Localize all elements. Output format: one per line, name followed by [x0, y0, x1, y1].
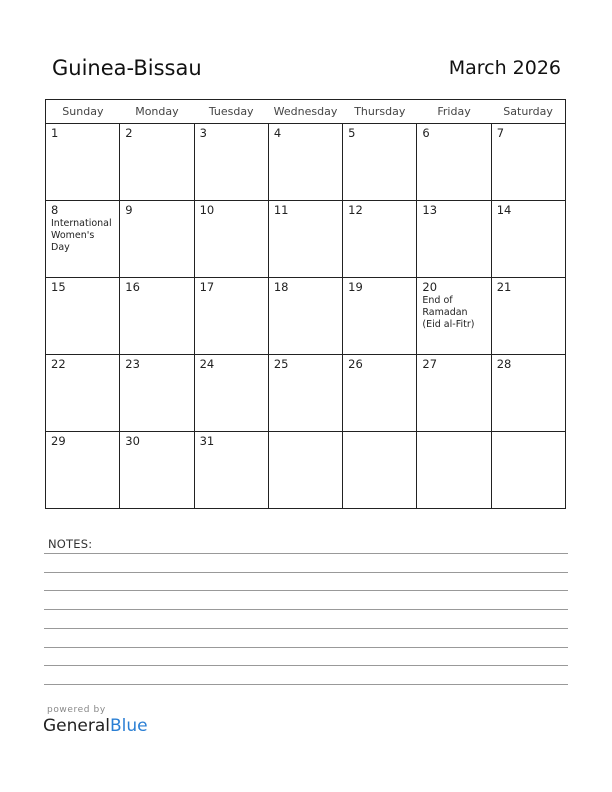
day-cell: [417, 124, 491, 201]
day-number: 1: [51, 126, 59, 140]
week-row-5: [46, 432, 566, 509]
day-number: 22: [51, 357, 66, 371]
day-number: 12: [348, 203, 363, 217]
week-row-2: [46, 201, 566, 278]
day-number: 18: [273, 280, 289, 294]
weekday-thursday: Thursday: [343, 100, 417, 124]
day-cell: [120, 432, 194, 509]
week-row-4: [46, 355, 566, 432]
day-cell: [343, 124, 417, 201]
day-cell: [417, 355, 491, 432]
day-number: 25: [273, 357, 289, 371]
day-number: 3: [199, 126, 207, 140]
weekday-friday: Friday: [417, 100, 491, 124]
empty-day-cell: [343, 432, 417, 509]
day-cell: [343, 201, 417, 278]
note-line: [44, 665, 568, 666]
day-cell: [417, 201, 491, 278]
day-number: 13: [422, 203, 438, 217]
notes-label: NOTES:: [48, 537, 93, 551]
day-number: 5: [348, 126, 356, 140]
day-number: 4: [273, 126, 282, 140]
day-cell: [491, 278, 565, 355]
day-number: 15: [51, 280, 66, 294]
day-cell: [491, 355, 565, 432]
note-line: [44, 684, 568, 685]
weekday-wednesday: Wednesday: [268, 100, 342, 124]
day-cell: [343, 355, 417, 432]
weekday-tuesday: Tuesday: [194, 100, 268, 124]
day-cell: [194, 201, 268, 278]
note-line: [44, 572, 568, 573]
week-row-3: [46, 278, 566, 355]
day-number: 2: [125, 126, 133, 140]
day-cell: [194, 432, 268, 509]
week-row-1: [46, 124, 566, 201]
weekday-monday: Monday: [120, 100, 194, 124]
powered-by-text: powered by: [47, 705, 106, 715]
day-cell: [120, 124, 194, 201]
day-cell: [194, 355, 268, 432]
empty-day-cell: [268, 432, 342, 509]
note-line: [44, 590, 568, 591]
day-cell: [491, 124, 565, 201]
day-cell: [46, 432, 120, 509]
day-number: 26: [348, 357, 363, 371]
day-cell: [343, 278, 417, 355]
day-cell: [46, 201, 120, 278]
month-year-title: March 2026: [448, 57, 561, 79]
holiday-label: End of Ramadan (Eid al-Fitr): [422, 295, 475, 330]
country-title: Guinea-Bissau: [52, 56, 202, 80]
note-line: [44, 553, 568, 554]
calendar-grid: [45, 99, 566, 509]
day-number: 8: [51, 203, 59, 217]
day-number: 9: [125, 203, 133, 217]
weekday-header-row: [46, 100, 566, 124]
day-number: 16: [125, 280, 140, 294]
generalblue-logo: [43, 716, 148, 736]
day-cell: [417, 278, 491, 355]
brand-blue: Blue: [110, 716, 148, 736]
day-cell: [46, 355, 120, 432]
day-number: 20: [422, 280, 438, 294]
note-line: [44, 647, 568, 648]
note-line: [44, 609, 568, 610]
day-cell: [194, 278, 268, 355]
day-cell: [120, 278, 194, 355]
day-cell: [268, 355, 342, 432]
day-number: 11: [273, 203, 289, 217]
day-cell: [491, 201, 565, 278]
day-number: 19: [348, 280, 363, 294]
day-cell: [120, 201, 194, 278]
weekday-saturday: Saturday: [491, 100, 565, 124]
day-cell: [194, 124, 268, 201]
day-number: 28: [496, 357, 512, 371]
holiday-label: International Women's Day: [51, 218, 112, 253]
day-number: 17: [199, 280, 215, 294]
day-cell: [268, 201, 342, 278]
day-number: 23: [125, 357, 140, 371]
day-number: 29: [51, 434, 66, 448]
day-number: 24: [199, 357, 215, 371]
day-number: 21: [496, 280, 512, 294]
day-number: 14: [496, 203, 512, 217]
day-number: 10: [199, 203, 215, 217]
note-line: [44, 628, 568, 629]
day-cell: [268, 278, 342, 355]
day-cell: [120, 355, 194, 432]
day-number: 30: [125, 434, 140, 448]
empty-day-cell: [491, 432, 565, 509]
day-cell: [268, 124, 342, 201]
weekday-sunday: Sunday: [46, 100, 120, 124]
day-number: 6: [422, 126, 430, 140]
day-cell: [46, 124, 120, 201]
empty-day-cell: [417, 432, 491, 509]
brand-general: General: [43, 716, 110, 736]
day-cell: [46, 278, 120, 355]
day-number: 7: [496, 126, 505, 140]
day-number: 31: [199, 434, 215, 448]
day-number: 27: [422, 357, 438, 371]
